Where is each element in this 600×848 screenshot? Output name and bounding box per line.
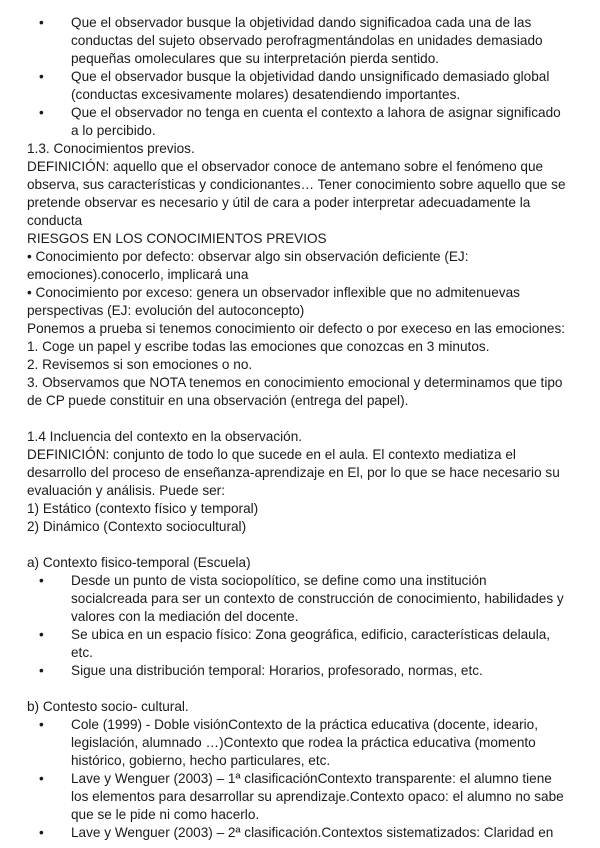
definition-paragraph: DEFINICIÓN: conjunto de todo lo que sucede en el aula. El contexto mediatiza el desarrollo del proceso de enseñanza-aprendizaje en El, por lo que se hace necesario su evaluación y análisis. Puede ser: [27, 447, 560, 498]
bullet-text: Lave y Wenguer (2003) – 1ª clasificaciónContexto transparente: el alumno tiene los elementos para desarrollar su aprendizaje.Contexto opaco: el alumno no sabe que se le pide ni como hacerlo. [71, 771, 564, 822]
bullet-text: Que el observador busque la objetividad dando significadoa cada una de las conductas del sujeto observado perofragmentándolas en unidades demasiado pequeñas omoleculares que su interpretación pierda sentido. [71, 15, 543, 66]
bullet-marker: • [39, 573, 44, 588]
step-item: 1. Coge un papel y escribe todas las emociones que conozcas en 3 minutos. [27, 339, 490, 354]
bullet-marker: • [39, 717, 44, 732]
bullet-marker: • [39, 825, 44, 840]
bullet-text: Que el observador busque la objetividad dando unsignificado demasiado global (conductas excesivamente molares) desatendiendo importantes. [71, 69, 550, 102]
section-heading: 1.4 Incluencia del contexto en la observación. [27, 429, 303, 444]
bullet-marker: • [39, 105, 44, 120]
bullet-text: Desde un punto de vista sociopolítico, se define como una institución socialcreada para ser un contexto de construcción de conocimiento, habilidades y valores con la mediación del docente. [71, 573, 564, 624]
risk-excess: • Conocimiento por exceso: genera un observador inflexible que no admitenuevas perspectivas (EJ: evolución del autoconcepto) [27, 285, 520, 318]
bullet-marker: • [39, 15, 44, 30]
bullet-marker: • [39, 771, 44, 786]
list-item [27, 770, 566, 824]
definition-paragraph: DEFINICIÓN: aquello que el observador conoce de antemano sobre el fenómeno que observa, sus características y condicionantes… Tener conocimiento sobre aquello que se pretende observar es necesario y útil de cara a poder interpretar adecuadamente la conducta [27, 159, 566, 228]
bullet-marker: • [39, 69, 44, 84]
bullet-marker: • [39, 663, 44, 678]
subsection-heading: b) Contesto socio- cultural. [27, 699, 189, 714]
context-type: 2) Dinámico (Contexto sociocultural) [27, 519, 247, 534]
list-item [27, 68, 566, 104]
risk-defect: • Conocimiento por defecto: observar algo sin observación deficiente (EJ: emociones).conocerlo, implicará una [27, 249, 469, 282]
subsection-heading: a) Contexto fisico-temporal (Escuela) [27, 555, 251, 570]
bullet-text: Se ubica en un espacio físico: Zona geográfica, edificio, características delaula, etc. [71, 627, 551, 660]
bullet-text: Que el observador no tenga en cuenta el contexto a lahora de asignar significado a lo percibido. [71, 105, 561, 138]
bullet-text: Lave y Wenguer (2003) – 2ª clasificación.Contextos sistematizados: Claridad en [71, 825, 554, 840]
list-item [27, 626, 566, 662]
spacer [27, 680, 566, 698]
section-heading: 1.3. Conocimientos previos. [27, 141, 195, 156]
step-item: 3. Observamos que NOTA tenemos en conocimiento emocional y determinamos que tipo de CP puede constituir en una observación (entrega del papel). [27, 375, 563, 408]
list-item [27, 104, 566, 140]
list-item [27, 716, 566, 770]
spacer [27, 410, 566, 428]
bullet-marker: • [39, 627, 44, 642]
step-item: 2. Revisemos si son emociones o no. [27, 357, 253, 372]
context-type: 1) Estático (contexto físico y temporal) [27, 501, 259, 516]
bullet-text: Sigue una distribución temporal: Horarios, profesorado, normas, etc. [71, 663, 483, 678]
bullet-text: Cole (1999) - Doble visiónContexto de la práctica educativa (docente, ideario, legislación, alumnado …)Contexto que rodea la práctica educativa (momento histórico, gobierno, hecho particulares, etc. [71, 717, 538, 768]
risks-title: RIESGOS EN LOS CONOCIMIENTOS PREVIOS [27, 231, 327, 246]
list-item [27, 14, 566, 68]
list-item [27, 824, 566, 842]
spacer [27, 536, 566, 554]
list-item [27, 572, 566, 626]
test-intro: Ponemos a prueba si tenemos conocimiento oir defecto o por execeso en las emociones: [27, 321, 566, 336]
list-item [27, 662, 566, 680]
